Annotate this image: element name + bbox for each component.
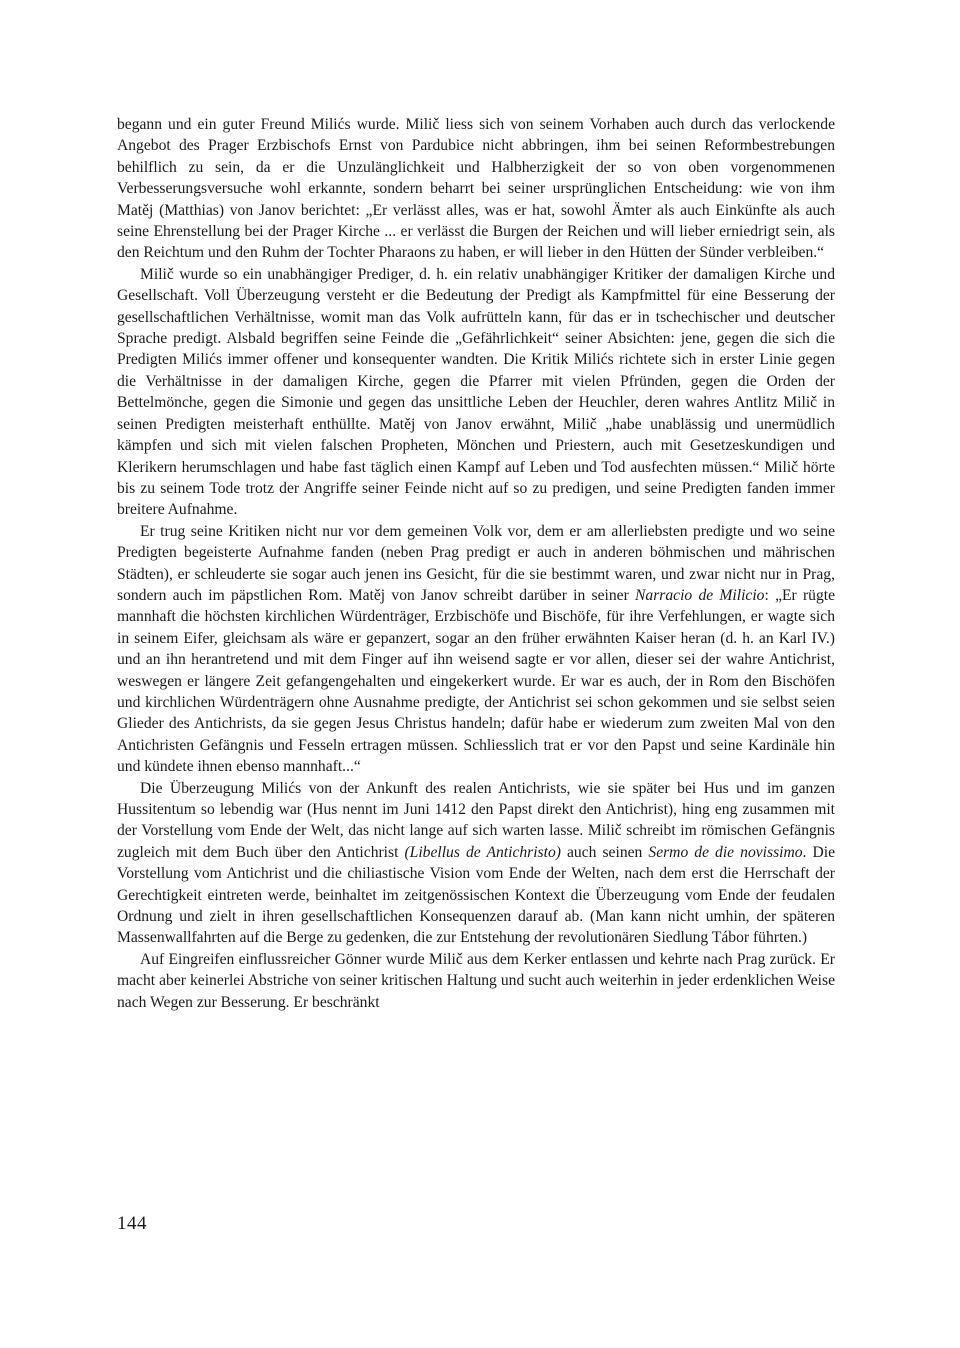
text-run: Milič wurde so ein unabhängiger Prediger, d. h. ein relativ unabhängiger Kritiker der damaligen Kirche und Gesellschaft. Voll Überzeugung versteht er die Bedeutung der Predigt als Kampfmittel für eine Besserung der gesellschaftlichen Verhältnisse, womit man das Volk aufrütteln kann, für das er in tschechischer und deutscher Sprache predigt. Alsbald begriffen seine Feinde die „Gefährlichkeit“ seiner Absichten: jene, gegen die sich die Predigten Milićs immer offener und konsequenter wandten. Die Kritik Milićs richtete sich in erster Linie gegen die Verhältnisse in der damaligen Kirche, gegen die Pfarrer mit vielen Pfründen, gegen die Orden der Bettelmönche, gegen die Simonie und gegen das unsittliche Leben der Heuchler, deren wahres Antlitz Milič in seinen Predigten meisterhaft enthüllte. Matěj von Janov erwähnt, Milič „habe unablässig und unermüdlich kämpfen und sich mit vielen falschen Propheten, Mönchen und Priestern, auch mit Gesetzeskundigen und Klerikern herumschlagen und habe fast täglich einen Kampf auf Leben und Tod ausfechten müssen.“ Milič hörte bis zu seinem Tode trotz der Angriffe seiner Feinde nicht auf so zu predigen, und seine Predigten fanden immer breitere Aufnahme. (117, 265, 835, 519)
paragraph (117, 949, 835, 1013)
italic-title: Narracio de Milicio (635, 586, 765, 604)
paragraph (117, 114, 835, 264)
text-run: begann und ein guter Freund Milićs wurde. Milič liess sich von seinem Vorhaben auch durch das verlockende Angebot des Prager Erzbischofs Ernst von Pardubice nicht abbringen, ihm bei seinen Reformbestrebungen behilflich zu sein, da er die Unzulänglichkeit und Halbherzigkeit der so von oben vorgenommenen Verbesserungsversuche wohl erkannte, sondern beharrt bei seiner ursprünglichen Entscheidung: wie von ihm Matěj (Matthias) von Janov berichtet: „Er verlässt alles, was er hat, sowohl Ämter als auch Einkünfte als auch seine Ehrenstellung bei der Prager Kirche ... er verlässt die Burgen der Reichen und will lieber erniedrigt sein, als den Reichtum und den Ruhm der Tochter Pharaons zu haben, er will lieber in den Hütten der Sünder verbleiben.“ (117, 116, 835, 262)
paragraph (117, 264, 835, 521)
text-run: auch seinen (560, 843, 649, 861)
body-text (117, 114, 835, 1013)
text-run: . Die Vorstellung vom Antichrist und die chiliastische Vision vom Ende der Welten, nach dem erst die Herrschaft der Gerechtigkeit eintreten werde, beinhaltet im zeitgenössischen Kontext die Überzeugung vom Ende der feudalen Ordnung und zielt in ihren gesellschaftlichen Konsequenzen darauf ab. (Man kann nicht umhin, der späteren Massenwallfahrten auf die Berge zu gedenken, die zur Entstehung der revolutionären Siedlung Tábor führten.) (117, 843, 836, 947)
page-number: 144 (117, 1213, 147, 1234)
paragraph (117, 521, 835, 778)
italic-title: Sermo de die novissimo (648, 843, 803, 861)
paragraph (117, 778, 835, 949)
italic-title: (Libellus de Antichristo) (404, 843, 561, 861)
text-run: Die Überzeugung Milićs von der Ankunft des realen Antichrists, wie sie später bei Hus und im ganzen Hussitentum so lebendig war (Hus nennt im Juni 1412 den Papst direkt den Antichrist), hing eng zusammen mit der Vorstellung vom Ende der Welt, das nicht lange auf sich warten lasse. Milič schreibt im römischen Gefängnis zugleich mit dem Buch über den Antichrist (117, 779, 835, 861)
text-run: Auf Eingreifen einflussreicher Gönner wurde Milič aus dem Kerker entlassen und kehrte nach Prag zurück. Er macht aber keinerlei Abstriche von seiner kritischen Haltung und sucht auch weiterhin in jeder erdenklichen Weise nach Wegen zur Besserung. Er beschränkt (117, 950, 835, 1011)
text-run: Er trug seine Kritiken nicht nur vor dem gemeinen Volk vor, dem er am allerliebsten predigte und wo seine Predigten begeisterte Aufnahme fanden (neben Prag predigt er auch in anderen böhmischen und mährischen Städten), er schleuderte sie sogar auch jenen ins Gesicht, für die sie bestimmt waren, und zwar nicht nur in Prag, sondern auch im päpstlichen Rom. Matěj von Janov schreibt darüber in seiner (117, 522, 835, 604)
text-run: : „Er rügte mannhaft die höchsten kirchlichen Würdenträger, Erzbischöfe und Bischöfe, für ihre Verfehlungen, er wagte sich in seinem Eifer, gleichsam als wäre er gepanzert, sogar an den früher erwähnten Kaiser heran (d. h. an Karl IV.) und an ihn herantretend und mit dem Finger auf ihn weisend sagte er vor allen, dieser sei der wahre Antichrist, weswegen er längere Zeit gefangengehalten und eingekerkert wurde. Er war es auch, der in Rom den Bischöfen und kirchlichen Würdenträgern ohne Ausnahme predigte, der Antichrist sei schon gekommen und sie selbst seien Glieder des Antichrists, da sie gegen Jesus Christus handeln; dafür habe er wiederum zum zweiten Mal von den Antichristen Gefängnis und Fesseln ertragen müssen. Schliesslich trat er vor den Papst und seine Kardinäle hin und kündete ihnen ebenso mannhaft...“ (117, 586, 836, 776)
